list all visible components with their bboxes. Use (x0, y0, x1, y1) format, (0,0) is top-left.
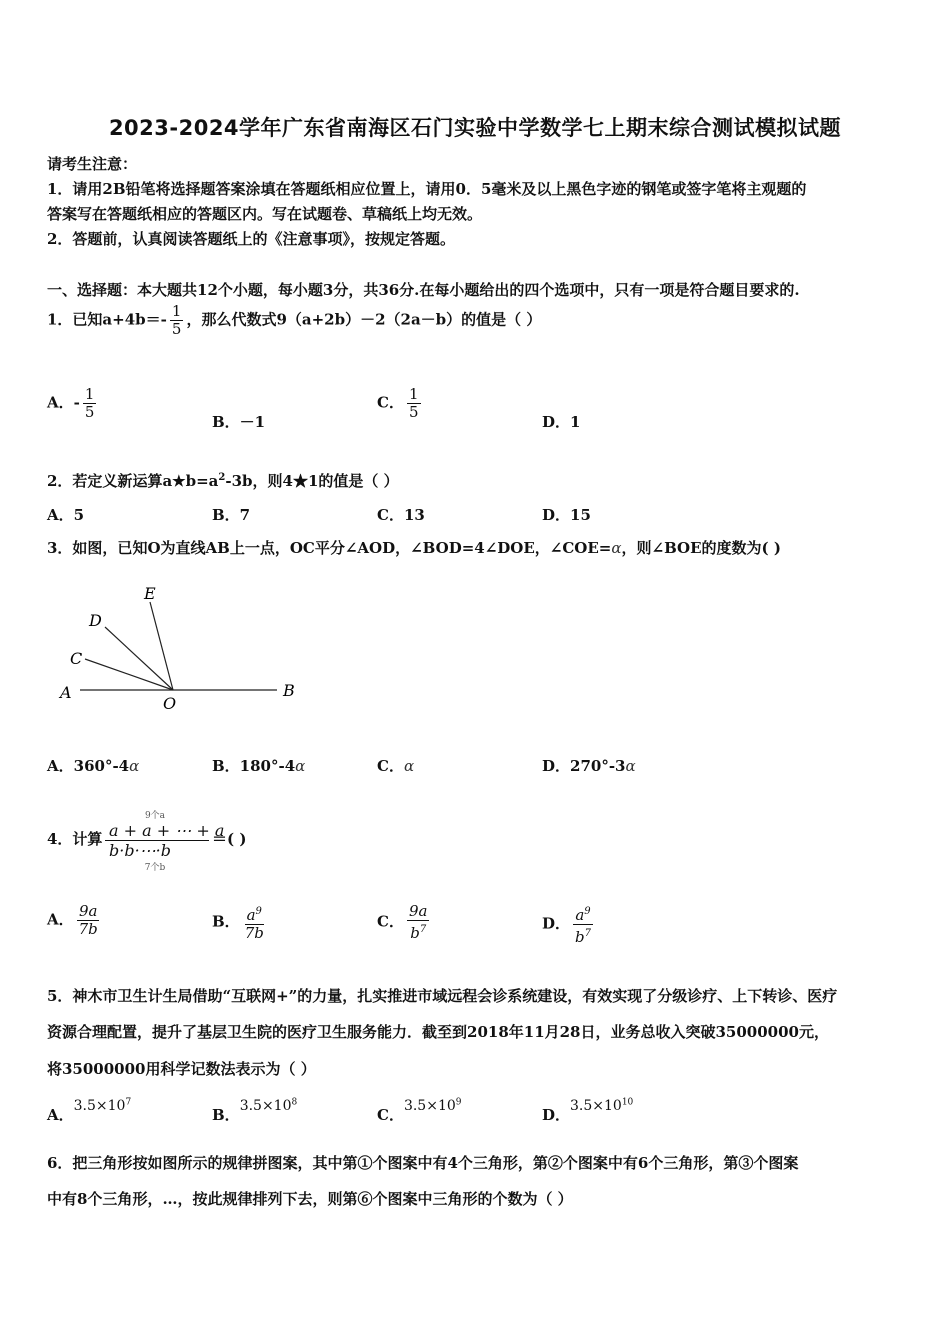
notice-line-3: 2．答题前，认真阅读答题纸上的《注意事项》，按规定答题。 (47, 230, 455, 248)
q4-expression (105, 808, 228, 873)
label-c: C (70, 649, 83, 668)
ray-od (105, 627, 173, 690)
q2-option-c: C．13 (377, 506, 425, 524)
q1-suffix: ，那么代数式9（a+2b）－2（2a－b）的值是（ ） (186, 310, 542, 329)
q1-option-d: D．1 (542, 413, 581, 431)
q4-option-a: A． $\frac{9a}{7b}$ (47, 902, 98, 938)
question-3: 3．如图，已知O为直线AB上一点，OC平分∠AOD，∠BOD=4∠DOE，∠COE=α，则∠BOE的度数为( ) (47, 539, 781, 557)
q3-option-d: D．270°-3α (542, 757, 636, 775)
question-6-line-1: 6．把三角形按如图所示的规律拼图案，其中第①个图案中有4个三角形，第②个图案中有6个三角形，第③个图案 (47, 1154, 799, 1172)
page-title: 2023-2024学年广东省南海区石门实验中学数学七上期末综合测试模拟试题 (108, 116, 842, 140)
q4-numerator: a + a + ⋯ + a (109, 821, 225, 840)
q5-option-a: A．$3.5\times 10^7$ (47, 1097, 132, 1124)
q1-fraction: $\frac{1}{5}$ (171, 302, 182, 338)
q1-prefix: 1．已知a+4b＝- (47, 310, 167, 329)
notice-line-2: 答案写在答题纸相应的答题区内。写在试题卷、草稿纸上均无效。 (47, 205, 483, 223)
q3-option-a: A．360°-4α (47, 757, 140, 775)
q4-equals: ＝( ) (212, 830, 247, 848)
q2-option-d: D．15 (542, 506, 591, 524)
label-d: D (89, 611, 102, 630)
question-5-line-1: 5．神木市卫生计生局借助“互联网+”的力量，扎实推进市域远程会诊系统建设，有效实现了分级诊疗、上下转诊、医疗 (47, 987, 838, 1005)
q5-option-c: C．$3.5\times 10^9$ (377, 1097, 462, 1124)
ray-oe (150, 602, 173, 690)
label-a: A (60, 683, 72, 702)
section-heading: 一、选择题：本大题共12个小题，每小题3分，共36分.在每小题给出的四个选项中，只有一项是符合题目要求的. (47, 281, 800, 299)
question-5-line-3: 将35000000用科学记数法表示为（ ） (47, 1060, 316, 1078)
q4-option-b: B． $\frac{a^9}{7b}$ (212, 903, 269, 942)
q3-option-c: C．α (377, 757, 415, 775)
label-o: O (163, 694, 177, 713)
q5-option-d: D．$3.5\times 10^{10}$ (542, 1097, 634, 1124)
question-4-label: 4．计算 (47, 830, 103, 848)
q4-under-brace: 7个b (144, 863, 166, 873)
label-b: B (283, 681, 295, 700)
q4-over-brace: 9个a (144, 811, 166, 821)
angle-figure (55, 582, 315, 717)
q1-option-b: B．－1 (212, 413, 266, 431)
question-1 (47, 303, 541, 338)
question-2: 2．若定义新运算$a★b=a^2-3b$，则4★1的值是（ ） (47, 472, 399, 490)
q5-option-b: B．$3.5\times 10^8$ (212, 1097, 298, 1124)
q4-option-d: D． $\frac{a^9}{b^7}$ (542, 903, 596, 946)
q3-option-b: B．180°-4α (212, 757, 306, 775)
q1-option-c: C． $\frac{1}{5}$ (377, 385, 419, 421)
ray-oc (85, 659, 173, 690)
question-6-line-2: 中有8个三角形，…，按此规律排列下去，则第⑥个图案中三角形的个数为（ ） (47, 1190, 573, 1208)
notice-line-1: 1．请用2B铅笔将选择题答案涂填在答题纸相应位置上，请用0．5毫米及以上黑色字迹的钢笔或签字笔将主观题的 (47, 180, 807, 198)
q2-option-b: B．7 (212, 506, 251, 524)
question-5-line-2: 资源合理配置，提升了基层卫生院的医疗卫生服务能力．截至到2018年11月28日，业务总收入突破35000000元， (47, 1023, 829, 1041)
notice-heading: 请考生注意： (47, 155, 138, 173)
label-e: E (144, 584, 156, 603)
q4-option-c: C． $\frac{9a}{b^7}$ (377, 902, 428, 942)
q2-option-a: A．5 (47, 506, 85, 524)
q4-denominator: b·b·⋯·b (109, 841, 171, 860)
q1-option-a: A．- $\frac{1}{5}$ (47, 385, 95, 421)
